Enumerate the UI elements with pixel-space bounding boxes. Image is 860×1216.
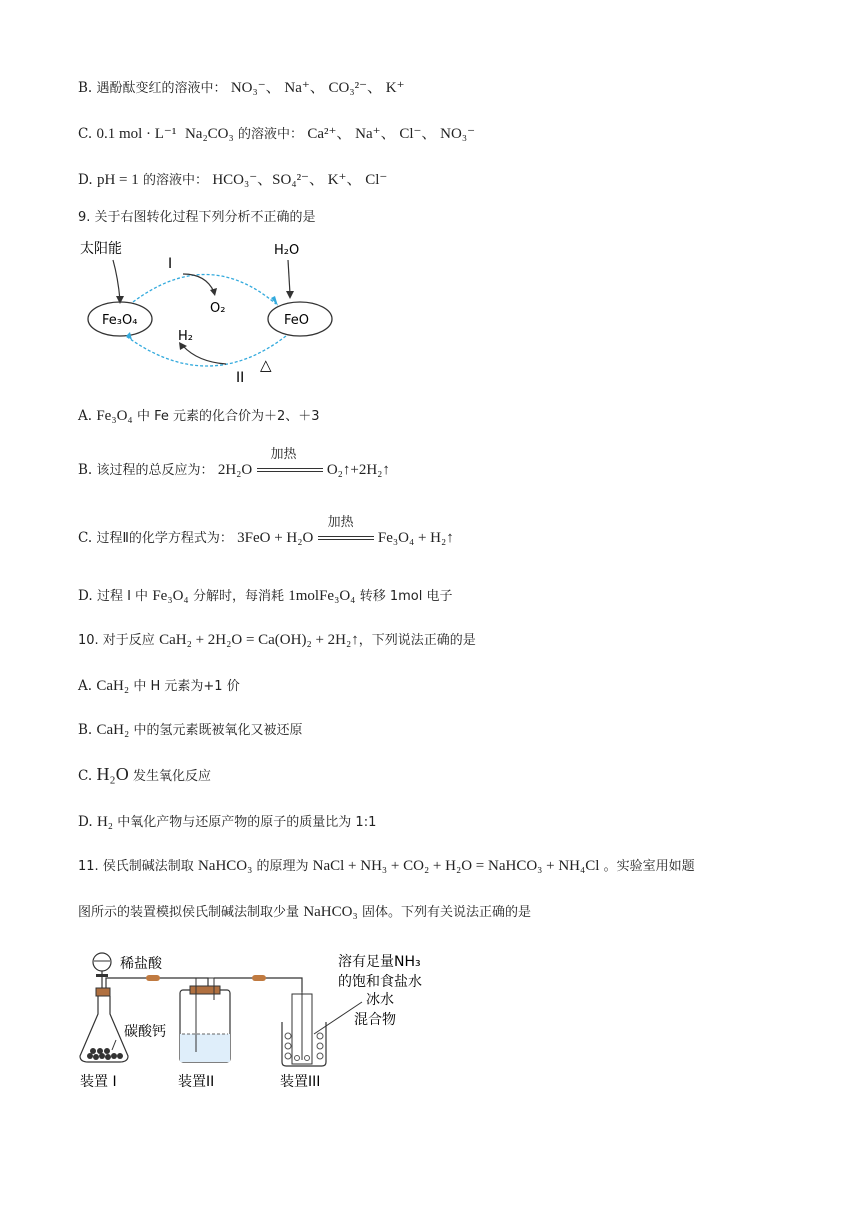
ice-water-label-1: 冰水 xyxy=(366,992,394,1008)
q8-option-d: D. pH = 1 的溶液中： HCO₃⁻、SO₄²⁻、 K⁺、 Cl⁻ xyxy=(78,172,388,188)
dilute-hcl-label: 稀盐酸 xyxy=(120,956,162,972)
q10-option-d: D. H₂ 中氧化产物与还原产物的原子的质量比为 1:1 xyxy=(78,814,377,830)
q11-apparatus-diagram xyxy=(76,944,456,1094)
q9-option-d: D. 过程 I 中 Fe₃O₄ 分解时，每消耗 1molFe₃O₄ 转移 1mol 电子 xyxy=(78,588,453,604)
fe3o4-label: Fe₃O₄ xyxy=(102,313,138,328)
h2o-label: H₂O xyxy=(274,243,300,258)
q11-stem-line1: 11. 侯氏制碱法制取 NaHCO₃ 的原理为 NaCl + NH₃ + CO₂ + H₂O = NaHCO₃ + NH₄Cl 。实验室用如题 xyxy=(78,858,695,874)
heat-symbol: △ xyxy=(260,356,272,374)
step-1-label: I xyxy=(168,256,173,272)
q10-option-a: A. CaH₂ 中 H 元素为+1 价 xyxy=(78,678,240,694)
q9-stem: 9. 关于右图转化过程下列分析不正确的是 xyxy=(78,210,316,225)
q9-cycle-diagram xyxy=(78,236,338,386)
device-3-label: 装置III xyxy=(280,1074,321,1090)
caco3-label: 碳酸钙 xyxy=(124,1024,166,1040)
step-2-label: II xyxy=(236,370,245,386)
device-1-label: 装置 I xyxy=(80,1074,117,1090)
q10-option-b: B. CaH₂ 中的氢元素既被氧化又被还原 xyxy=(78,722,303,738)
h2-label: H₂ xyxy=(178,329,193,344)
device-2-label: 装置II xyxy=(178,1074,215,1090)
q8-option-b: B. 遇酚酞变红的溶液中： NO₃⁻、 Na⁺、 CO₃²⁻、 K⁺ xyxy=(78,80,405,96)
o2-label: O₂ xyxy=(210,301,226,316)
q10-option-c: C. H₂O 发生氧化反应 xyxy=(78,764,212,784)
ice-water-label-2: 混合物 xyxy=(354,1012,396,1028)
q10-stem: 10. 对于反应 CaH₂ + 2H₂O = Ca(OH)₂ + 2H₂↑，下列说法正确的是 xyxy=(78,632,476,648)
q9-option-a: A. Fe₃O₄ 中 Fe 元素的化合价为＋2、＋3 xyxy=(78,408,320,424)
q9-option-c: C. 过程Ⅱ的化学方程式为： 3FeO + H₂O 加热 Fe₃O₄ + H₂↑ xyxy=(78,514,454,546)
q8-option-c: C. 0.1 mol · L⁻¹ Na₂CO₃ 的溶液中： Ca²⁺、 Na⁺、 Cl⁻、 NO₃⁻ xyxy=(78,126,475,142)
solar-energy-label: 太阳能 xyxy=(80,241,122,257)
brine-label-2: 的饱和食盐水 xyxy=(338,974,422,990)
brine-label-1: 溶有足量NH₃ xyxy=(338,954,421,970)
q11-stem-line2: 图所示的装置模拟侯氏制碱法制取少量 NaHCO₃ 固体。下列有关说法正确的是 xyxy=(78,904,532,920)
q9-option-b: B. 该过程的总反应为： 2H₂O 加热 O₂↑+2H₂↑ xyxy=(78,446,390,478)
feo-label: FeO xyxy=(284,313,309,328)
